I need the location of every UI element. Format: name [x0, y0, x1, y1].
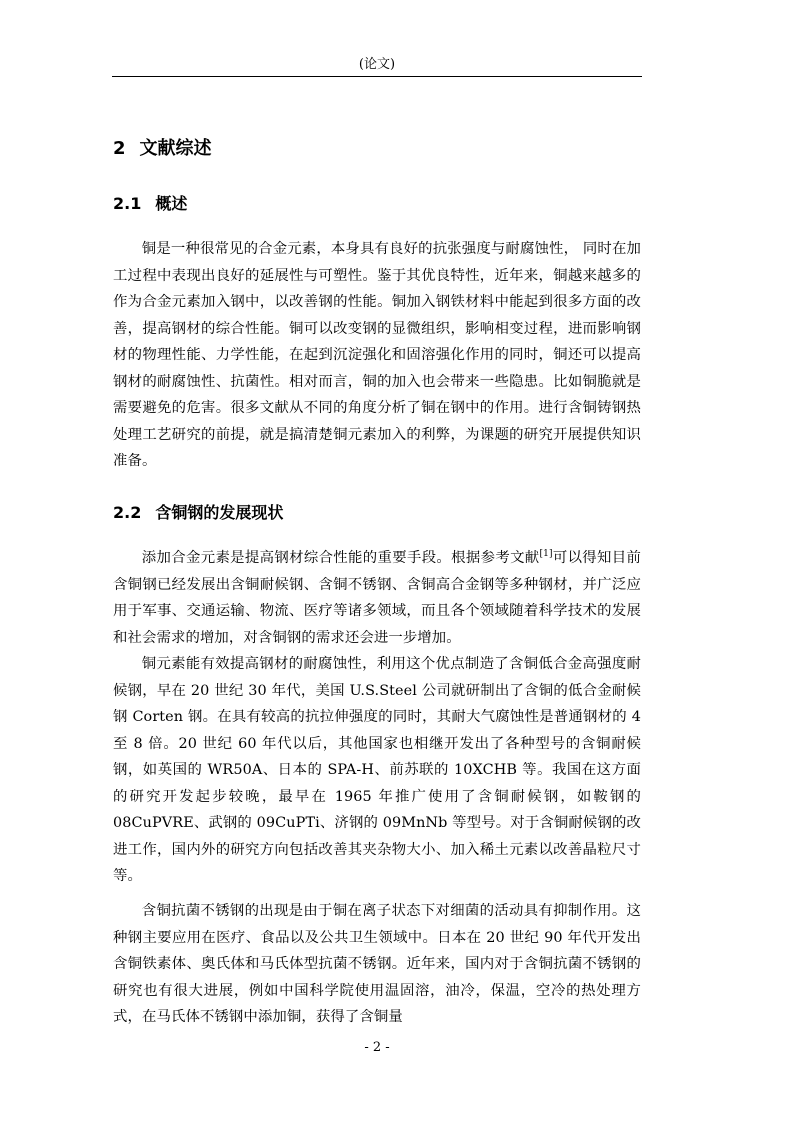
section-title-2-1	[113, 193, 187, 215]
section-title-text: 含铜钢的发展现状	[155, 503, 284, 522]
page-number: - 2 -	[364, 1040, 390, 1055]
paragraph-overview: 铜是一种很常见的合金元素，本身具有良好的抗张强度与耐腐蚀性， 同时在加工过程中表现出良好的延展性与可塑性。鉴于其优良特性，近年来，铜越来越多的作为合金元素加入钢中，以改善钢的性能。铜加入钢铁材料中能起到很多方面的改善，提高钢材的综合性能。铜可以改变钢的显微组织，影响相变过程，进而影响钢材的物理性能、力学性能，在起到沉淀强化和固溶强化作用的同时，铜还可以提高钢材的耐腐蚀性、抗菌性。相对而言，铜的加入也会带来一些隐患。比如铜脆就是需要避免的危害。很多文献从不同的角度分析了铜在钢中的作用。进行含铜铸钢热处理工艺研究的前提，就是搞清楚铜元素加入的利弊，为课题的研究开展提供知识准备。	[113, 241, 641, 469]
chapter-title-text: 文献综述	[139, 138, 212, 159]
section-title-2-2	[113, 502, 283, 524]
chapter-title	[113, 137, 212, 161]
paragraph-antibacterial-steel: 含铜抗菌不锈钢的出现是由于铜在离子状态下对细菌的活动具有抑制作用。这种钢主要应用在医疗、食品以及公共卫生领域中。日本在 20 世纪 90 年代开发出含铜铁素体、奥氏体和马氏体型抗菌不锈钢。近年来，国内对于含铜抗菌不锈钢的研究也有很大进展，例如中国科学院使用温固溶，油冷，保温，空冷的热处理方式，在马氏体不锈钢中添加铜，获得了含铜量	[113, 903, 641, 1025]
header-rule	[112, 76, 642, 77]
section-number: 2.1	[113, 194, 142, 213]
paragraph-text: 添加合金元素是提高钢材综合性能的重要手段。根据参考文献	[141, 550, 540, 566]
paragraph-weathering-steel: 铜元素能有效提高钢材的耐腐蚀性，利用这个优点制造了含铜低合金高强度耐候钢，早在 20 世纪 30 年代，美国 U.S.Steel 公司就研制出了含铜的低合金耐候钢 Corten 钢。在具有较高的抗拉伸强度的同时，其耐大气腐蚀性是普通钢材的 4 至 8 倍。20 世纪 60 年代以后，其他国家也相继开发出了各种型号的含铜耐候钢，如英国的 WR50A、日本的 SPA-H、前苏联的 10XCHB 等。我国在这方面的研究开发起步较晚，最早在 1965 年推广使用了含铜耐候钢，如鞍钢的 08CuPVRE、武钢的 09CuPTi、济钢的 09MnNb 等型号。对于含铜耐候钢的改进工作，国内外的研究方向包括改善其夹杂物大小、加入稀土元素以改善晶粒尺寸等。	[113, 656, 641, 884]
section-title-text: 概述	[155, 194, 188, 213]
section-number: 2.2	[113, 503, 142, 522]
running-header: (论文)	[358, 57, 396, 72]
paragraph-development-intro	[113, 545, 641, 651]
paragraph-text: 可以得知目前含铜钢已经发展出含铜耐候钢、含铜不锈钢、含铜高合金钢等多种钢材，并广泛应用于军事、交通运输、物流、医疗等诸多领域，而且各个领域随着科学技术的发展和社会需求的增加，对含铜钢的需求还会进一步增加。	[113, 550, 641, 646]
chapter-number: 2	[113, 138, 126, 159]
citation-ref: [1]	[539, 549, 553, 560]
